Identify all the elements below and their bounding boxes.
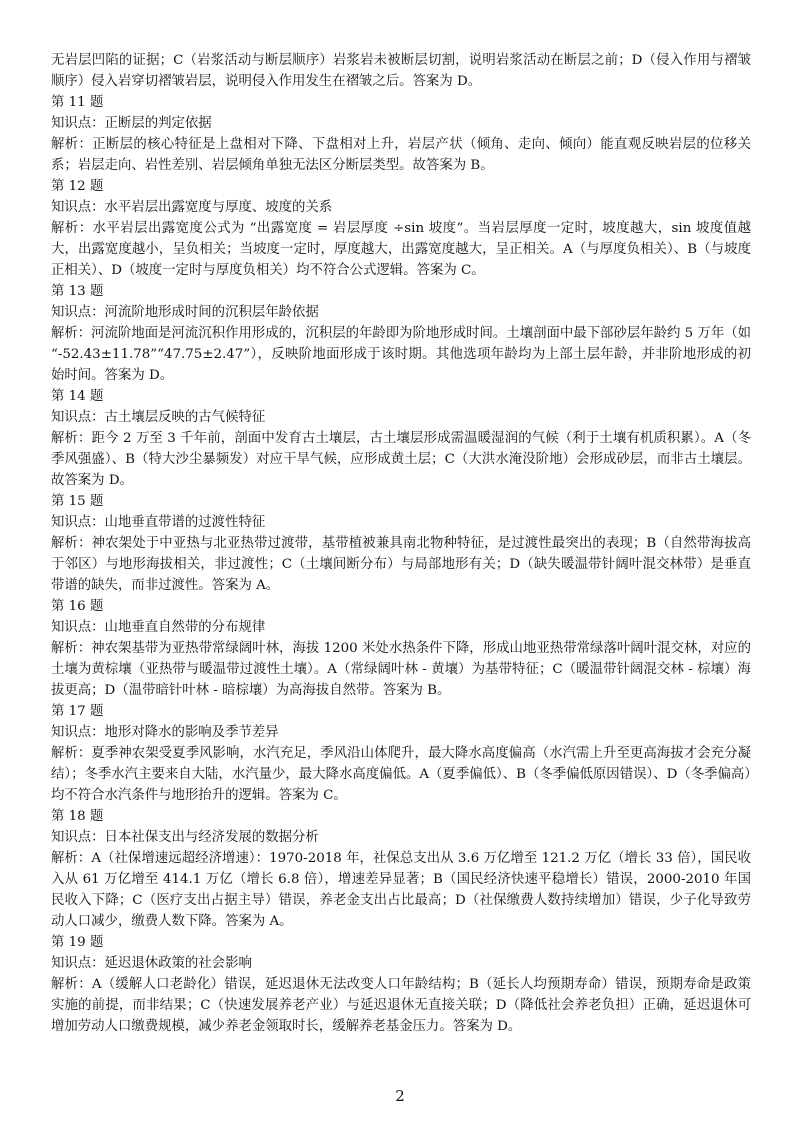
knowledge-point: 知识点：山地垂直自然带的分布规律 xyxy=(51,620,266,635)
analysis-text: 解析：神农架基带为亚热带常绿阔叶林，海拔 1200 米处水热条件下降，形成山地亚热带常绿落叶阔叶混交林，对应的土壤为黄棕壤（亚热带与暖温带过渡性土壤）。A（常绿阔叶林 - 黄壤）为基带特征；C（暖温带针阔混交林 - 棕壤）海拔更高；D（温带暗针叶林 - 暗棕壤）为高海拔自然带。答案为 B。 xyxy=(51,641,751,698)
question-title: 第 13 题 xyxy=(51,284,104,299)
question-title: 第 15 题 xyxy=(51,494,104,509)
question-block xyxy=(51,701,751,806)
analysis-text: 解析：夏季神农架受夏季风影响，水汽充足，季风沿山体爬升，最大降水高度偏高（水汽需上升至更高海拔才会充分凝结）；冬季水汽主要来自大陆，水汽量少，最大降水高度偏低。A（夏季偏低）、B（冬季偏低原因错误）、D（冬季偏高）均不符合水汽条件与地形抬升的逻辑。答案为 C。 xyxy=(51,746,751,803)
question-title: 第 19 题 xyxy=(51,935,104,950)
analysis-text: 解析：A（缓解人口老龄化）错误，延迟退休无法改变人口年龄结构；B（延长人均预期寿命）错误，预期寿命是政策实施的前提，而非结果；C（快速发展养老产业）与延迟退休无直接关联；D（降低社会养老负担）正确，延迟退休可增加劳动人口缴费规模，减少养老金领取时长，缓解养老基金压力。答案为 D。 xyxy=(51,977,751,1034)
question-title: 第 11 题 xyxy=(51,95,104,110)
knowledge-point: 知识点：延迟退休政策的社会影响 xyxy=(51,956,252,971)
knowledge-point: 知识点：河流阶地形成时间的沉积层年龄依据 xyxy=(51,305,319,320)
question-block xyxy=(51,386,751,491)
question-block xyxy=(51,806,751,932)
knowledge-point: 知识点：山地垂直带谱的过渡性特征 xyxy=(51,515,266,530)
intro-paragraph: 无岩层凹陷的证据；C（岩浆活动与断层顺序）岩浆岩未被断层切割，说明岩浆活动在断层之前；D（侵入作用与褶皱顺序）侵入岩穿切褶皱岩层，说明侵入作用发生在褶皱之后。答案为 D。 xyxy=(51,53,751,89)
question-title: 第 16 题 xyxy=(51,599,104,614)
question-list xyxy=(51,92,751,1037)
page-number: 2 xyxy=(395,1087,405,1105)
question-block xyxy=(51,281,751,386)
knowledge-point: 知识点：日本社保支出与经济发展的数据分析 xyxy=(51,830,319,845)
knowledge-point: 知识点：地形对降水的影响及季节差异 xyxy=(51,725,279,740)
question-title: 第 12 题 xyxy=(51,179,104,194)
question-block xyxy=(51,932,751,1037)
document-body xyxy=(51,50,751,1037)
analysis-text: 解析：正断层的核心特征是上盘相对下降、下盘相对上升，岩层产状（倾角、走向、倾向）能直观反映岩层的位移关系；岩层走向、岩性差别、岩层倾角单独无法区分断层类型。故答案为 B。 xyxy=(51,137,751,173)
knowledge-point: 知识点：古土壤层反映的古气候特征 xyxy=(51,410,266,425)
question-block xyxy=(51,92,751,176)
question-title: 第 17 题 xyxy=(51,704,104,719)
analysis-text: 解析：河流阶地面是河流沉积作用形成的，沉积层的年龄即为阶地形成时间。土壤剖面中最下部砂层年龄约 5 万年（如 “-52.43±11.78”“47.75±2.47”），反映阶地面形成于该时期。其他选项年龄均为上部土层年龄，并非阶地形成的初始时间。答案为 D。 xyxy=(51,326,751,383)
analysis-text: 解析：神农架处于中亚热与北亚热带过渡带，基带植被兼具南北物种特征，是过渡性最突出的表现；B（自然带海拔高于邻区）与地形海拔相关，非过渡性；C（土壤间断分布）与局部地形有关；D（缺失暖温带针阔叶混交林带）是垂直带谱的缺失，而非过渡性。答案为 A。 xyxy=(51,536,751,593)
question-title: 第 14 题 xyxy=(51,389,104,404)
question-block xyxy=(51,596,751,701)
analysis-text: 解析：水平岩层出露宽度公式为 “出露宽度 = 岩层厚度 ÷sin 坡度”。当岩层厚度一定时，坡度越大，sin 坡度值越大，出露宽度越小，呈负相关；当坡度一定时，厚度越大，出露宽度越大，呈正相关。A（与厚度负相关）、B（与坡度正相关）、D（坡度一定时与厚度负相关）均不符合公式逻辑。答案为 C。 xyxy=(51,221,751,278)
analysis-text: 解析：距今 2 万至 3 千年前，剖面中发育古土壤层，古土壤层形成需温暖湿润的气候（利于土壤有机质积累）。A（冬季风强盛）、B（特大沙尘暴频发）对应干旱气候，应形成黄土层；C（大洪水淹没阶地）会形成砂层，而非古土壤层。故答案为 D。 xyxy=(51,431,751,488)
knowledge-point: 知识点：正断层的判定依据 xyxy=(51,116,212,131)
question-title: 第 18 题 xyxy=(51,809,104,824)
knowledge-point: 知识点：水平岩层出露宽度与厚度、坡度的关系 xyxy=(51,200,333,215)
analysis-text: 解析：A（社保增速远超经济增速）：1970-2018 年，社保总支出从 3.6 万亿增至 121.2 万亿（增长 33 倍），国民收入从 61 万亿增至 414.1 万亿（增长 6.8 倍），增速差异显著；B（国民经济快速平稳增长）错误，2000-2010 年国民收入下降；C（医疗支出占据主导）错误，养老金支出占比最高；D（社保缴费人数持续增加）错误，少子化导致劳动人口减少，缴费人数下降。答案为 A。 xyxy=(51,851,751,929)
question-block xyxy=(51,176,751,281)
question-block xyxy=(51,491,751,596)
